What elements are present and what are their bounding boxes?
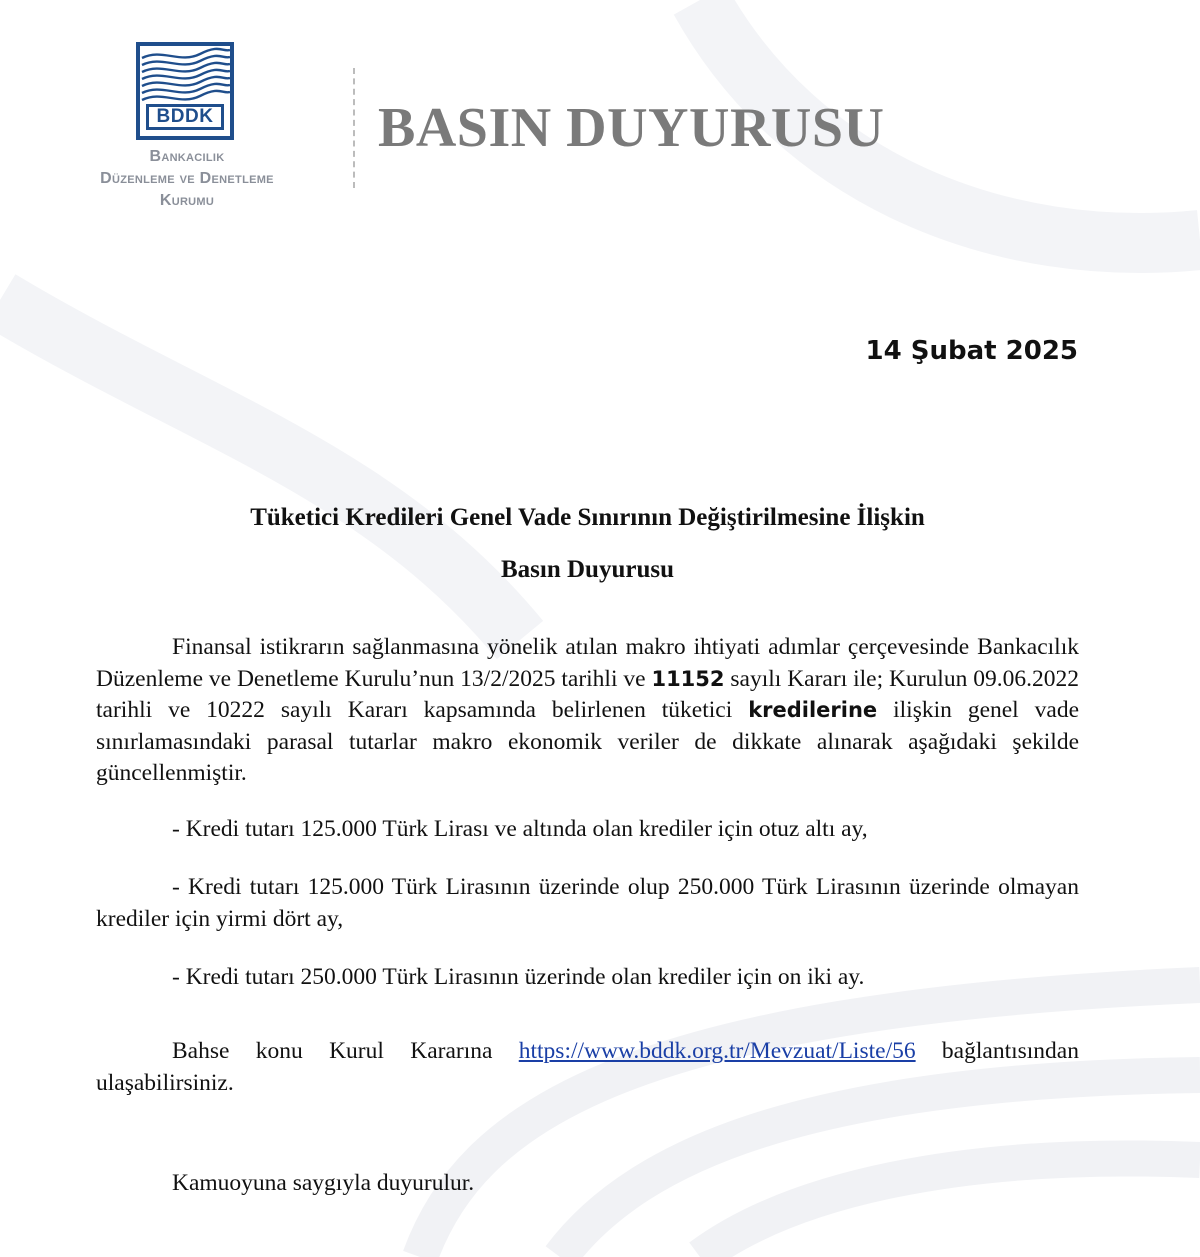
logo-organization-name: [62, 146, 312, 212]
link-paragraph-text: Bahse konu Kurul Kararına: [172, 1038, 519, 1064]
header-divider: [353, 68, 355, 188]
intro-text: Finansal istikrarın sağlanmasına yönelik atılan makro ihtiyati adımlar çerçevesinde Bankacılık Düzenleme ve Denetleme Kurulu’nun 13/2/2025 tarihli ve: [96, 634, 1079, 692]
decision-number: 11152: [651, 666, 725, 691]
waves-icon: [140, 46, 230, 106]
intro-text: sayılı Kararı ile; Kurulun 09.06.2022 tarihli ve 10222 sayılı Kararı kapsamında belirlenen tüketici: [96, 665, 1079, 723]
list-item: - Kredi tutarı 250.000 Türk Lirasının üzerinde olan krediler için on iki ay.: [172, 964, 865, 990]
bddk-logo: [62, 42, 312, 212]
intro-text: ilişkin genel vade sınırlamasındaki parasal tutarlar makro ekonomik veriler de dikkate alınarak aşağıdaki şekilde güncellenmiştir.: [96, 697, 1080, 786]
intro-paragraph: [96, 632, 1079, 790]
list-item: - Kredi tutarı 125.000 Türk Lirası ve altında olan krediler için otuz altı ay,: [172, 816, 868, 842]
list-item: - Kredi tutarı 125.000 Türk Lirasının üzerinde olup 250.000 Türk Lirasının üzerinde olmayan krediler için yirmi dört ay,: [96, 874, 1079, 932]
closing-statement: Kamuoyuna saygıyla duyurulur.: [172, 1170, 475, 1196]
regulation-link[interactable]: https://www.bddk.org.tr/Mevzuat/Liste/56: [518, 1038, 916, 1064]
logo-emblem: [136, 42, 234, 140]
logo-name-line: Bankacılık: [149, 148, 225, 165]
announcement-date: 14 Şubat 2025: [865, 336, 1078, 366]
logo-abbreviation: BDDK: [146, 104, 224, 130]
link-paragraph: [96, 1036, 1079, 1099]
subject-heading-line2: Basın Duyurusu: [501, 556, 674, 583]
link-paragraph-text: bağlantısından ulaşabilirsiniz.: [96, 1038, 1079, 1096]
subject-heading-line1: Tüketici Kredileri Genel Vade Sınırının Değiştirilmesine İlişkin: [250, 504, 925, 531]
page-title: BASIN DUYURUSU: [378, 97, 885, 159]
emphasized-word: kredilerine: [748, 698, 878, 722]
logo-name-line: Düzenleme ve Denetleme: [100, 170, 274, 187]
logo-name-line: Kurumu: [159, 192, 215, 209]
